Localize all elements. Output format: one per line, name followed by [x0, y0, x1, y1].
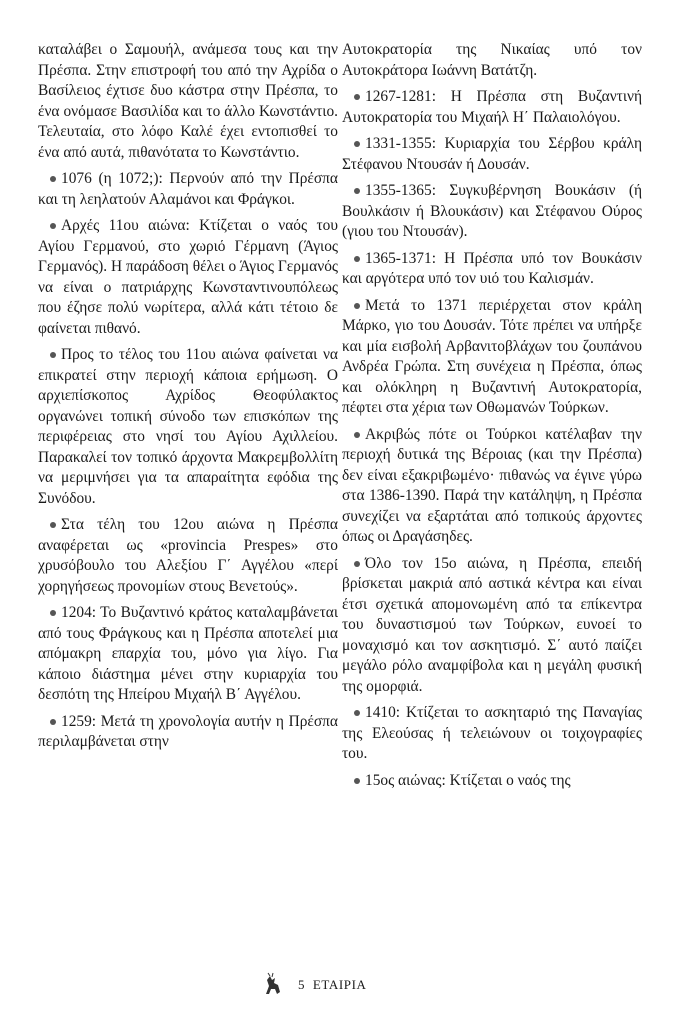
paragraph-text: Όλο τον 15ο αιώνα, η Πρέσπα, επειδή βρίσκεται μακριά από αστικά κέντρα και είναι έτσι σχετικά απομονωμένη από τα επίκεντρα του δυναστισμού των Τούρκων, ευνοεί το μοναχισμό και τον ασκητισμό. Σ΄ αυτό παίζει μεγάλο ρόλο αναμφίβολα και η μεγάλη φυσική της ομορφιά.	[342, 554, 642, 695]
bullet-icon	[354, 141, 360, 147]
bullet-paragraph	[38, 603, 338, 706]
paragraph-text: Αρχές 11ου αιώνα: Κτίζεται ο ναός του Αγίου Γερμανού, στο χωριό Γέρμανη (Άγιος Γερμανός). Η παράδοση θέλει ο Άγιος Γερμανός να είναι ο πατριάρχης Κωνσταντινουπόλεως που έζησε πολύ νωρίτερα, αλλά κάτι τέτοιο δε φαίνεται πιθανό.	[38, 217, 338, 337]
bullet-icon	[50, 176, 56, 182]
bullet-icon	[50, 522, 56, 528]
paragraph-text: Προς το τέλος του 11ου αιώνα φαίνεται να επικρατεί στην περιοχή κάποια ερήμωση. Ο αρχιεπίσκοπος Αχρίδος Θεοφύλακτος οργανώνει τοπική σύνοδο των επισκόπων της περιφέρειας στο νησί του Αγίου Αχιλλείου. Παρακαλεί τον τοπικό άρχοντα Μακρεμβολλίτη να μεριμνήσει για τα απαραίτητα εφόδια της Συνόδου.	[38, 346, 338, 507]
bullet-paragraph	[342, 249, 642, 290]
bullet-icon	[50, 223, 56, 229]
bullet-paragraph	[38, 345, 338, 509]
right-column	[342, 40, 642, 797]
paragraph-text: Ακριβώς πότε οι Τούρκοι κατέλαβαν την περιοχή δυτικά της Βέροιας (και την Πρέσπα) δεν είναι εξακριβωμένο· πιθανώς να έγινε γύρω στα 1386-1390. Παρά την κατάληψη, η Πρέσπα συνεχίζει να εξαρτάται από τοπικούς άρχοντες όπως οι Δραγάσηδες.	[342, 425, 642, 545]
paragraph	[342, 40, 642, 81]
bullet-icon	[354, 303, 360, 309]
bullet-paragraph	[342, 181, 642, 243]
bullet-icon	[354, 710, 360, 716]
bullet-paragraph	[342, 87, 642, 128]
bullet-icon	[354, 94, 360, 100]
paragraph-text: 1204: Το Βυζαντινό κράτος καταλαμβάνεται από τους Φράγκους και η Πρέσπα αποτελεί μια απόμακρη επαρχία του, μόνο για λίγο. Για κάποιο διάστημα μένει στην κυριαρχία του δεσπότη της Ηπείρου Μιχαήλ Β΄ Αγγέλου.	[38, 604, 338, 703]
bullet-icon	[354, 778, 360, 784]
bullet-paragraph	[342, 703, 642, 765]
left-column	[38, 40, 338, 759]
paragraph-text: 1355-1365: Συγκυβέρνηση Βουκάσιν (ή Βουλκάσιν ή Βλουκάσιν) και Στέφανου Ούρος (γιου του Ντουσάν).	[342, 182, 642, 240]
bullet-icon	[354, 432, 360, 438]
publisher-name: ΕΤΑΙΡΙΑ	[312, 977, 367, 992]
footer-label	[298, 977, 367, 993]
paragraph-text: 1410: Κτίζεται το ασκηταριό της Παναγίας της Ελεούσας ή τελειώνουν οι τοιχογραφίες του.	[342, 704, 642, 762]
bullet-paragraph	[342, 134, 642, 175]
bullet-icon	[354, 561, 360, 567]
bullet-icon	[354, 188, 360, 194]
deer-figure-icon	[260, 972, 286, 998]
paragraph-text: 1331-1355: Κυριαρχία του Σέρβου κράλη Στέφανου Ντουσάν ή Δουσάν.	[342, 135, 642, 173]
paragraph-text: 1259: Μετά τη χρονολογία αυτήν η Πρέσπα περιλαμβάνεται στην	[38, 712, 338, 750]
paragraph-text: 1267-1281: Η Πρέσπα στη Βυζαντινή Αυτοκρατορία του Μιχαήλ Η΄ Παλαιολόγου.	[342, 88, 642, 126]
bullet-paragraph	[342, 425, 642, 548]
bullet-paragraph	[38, 712, 338, 753]
bullet-icon	[50, 610, 56, 616]
bullet-paragraph	[38, 216, 338, 339]
bullet-icon	[50, 719, 56, 725]
bullet-paragraph	[38, 515, 338, 597]
bullet-icon	[354, 256, 360, 262]
bullet-paragraph	[342, 554, 642, 698]
paragraph	[38, 40, 338, 163]
paragraph-text: 1365-1371: Η Πρέσπα υπό τον Βουκάσιν και αργότερα υπό τον υιό του Καλισμάν.	[342, 249, 642, 287]
paragraph-text: καταλάβει ο Σαμουήλ, ανάμεσα τους και την Πρέσπα. Στην επιστροφή του από την Αχρίδα ο Βασίλειος έχτισε δυο κάστρα στην Πρέσπα, το ένα ονόμασε Βασιλίδα και το άλλο Κωνστάντιο. Τελευταία, στο λόφο Καλέ έχει εντοπισθεί το ένα από αυτά, πιθανότατα το Κωνστάντιο.	[38, 41, 338, 161]
bullet-paragraph	[38, 169, 338, 210]
bullet-paragraph	[342, 296, 642, 419]
paragraph-text: 1076 (η 1072;): Περνούν από την Πρέσπα και τη λεηλατούν Αλαμάνοι και Φράγκοι.	[38, 170, 338, 208]
bullet-paragraph	[342, 771, 642, 792]
paragraph-text: Στα τέλη του 12ου αιώνα η Πρέσπα αναφέρεται ως «provincia Prespes» στο χρυσόβουλο του Αλεξίου Γ΄ Αγγέλου «περί χορηγήσεως προνομίων στους Βενετούς».	[38, 516, 338, 595]
page-number: 5	[298, 977, 306, 992]
bullet-icon	[50, 352, 56, 358]
paragraph-text: Αυτοκρατορία της Νικαίας υπό τον Αυτοκράτορα Ιωάννη Βατάτζη.	[342, 41, 642, 79]
paragraph-text: 15ος αιώνας: Κτίζεται ο ναός της	[365, 771, 571, 789]
paragraph-text: Μετά το 1371 περιέρχεται στον κράλη Μάρκο, γιο του Δουσάν. Τότε πρέπει να υπήρξε και μία εισβολή Αρβανιτοβλάχων του ζουπάνου Ανδρέα Γρώπα. Στη συνέχεια η Πρέσπα, όπως και ολόκληρη η Βυζαντινή Αυτοκρατορία, πέφτει στα χέρια των Οθωμανών Τούρκων.	[342, 296, 642, 416]
page-footer	[260, 972, 440, 1000]
